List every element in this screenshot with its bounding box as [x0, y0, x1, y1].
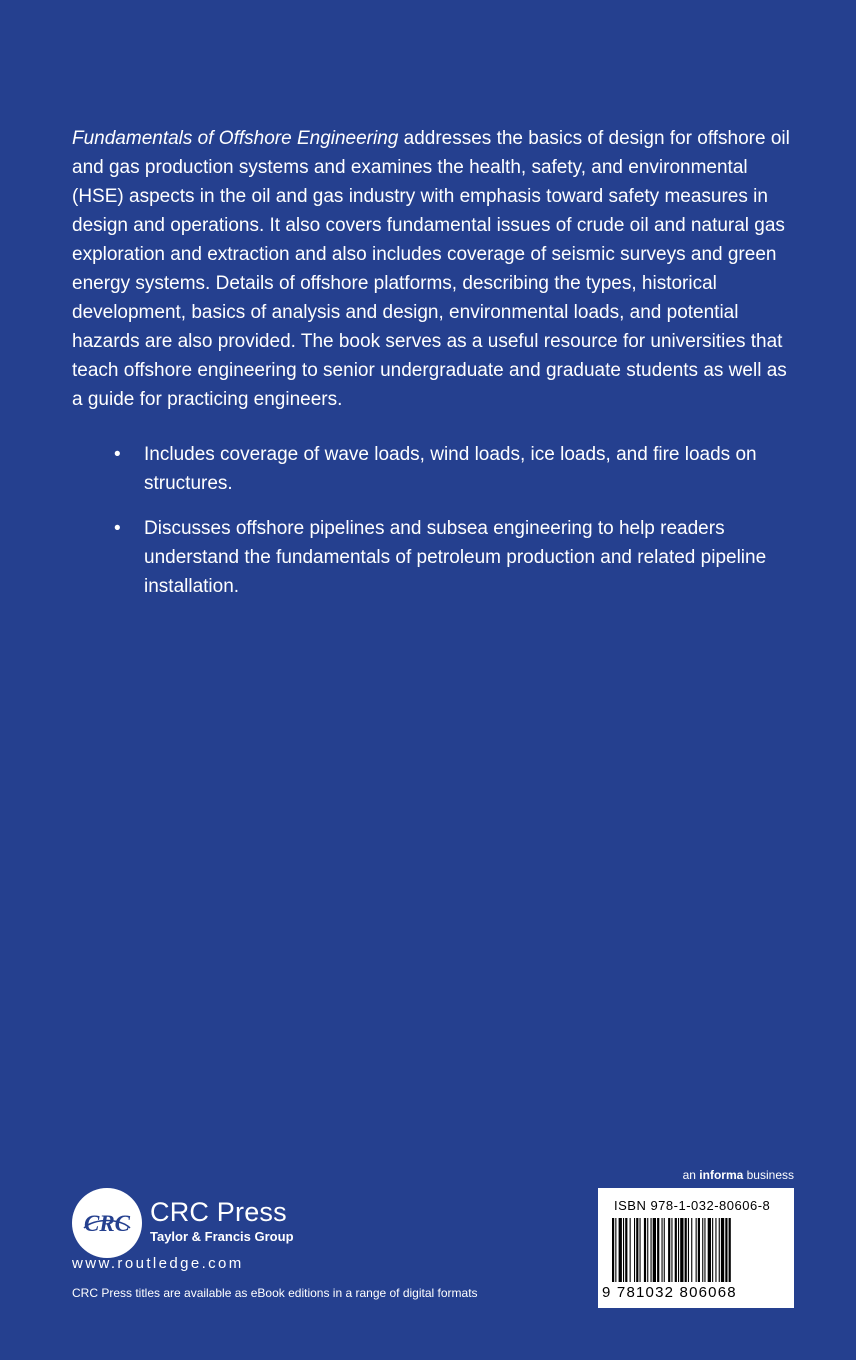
- barcode-bar: [634, 1218, 635, 1282]
- barcode-bar: [729, 1218, 731, 1282]
- barcode-bar: [651, 1218, 652, 1282]
- isbn-label: ISBN 978-1-032-80606-8: [614, 1198, 771, 1213]
- barcode-bar: [715, 1218, 716, 1282]
- feature-list: [110, 440, 790, 617]
- barcode-bar: [708, 1218, 711, 1282]
- ebook-availability-note: CRC Press titles are available as eBook editions in a range of digital formats: [72, 1286, 478, 1300]
- publisher-website: www.routledge.com: [72, 1255, 244, 1272]
- barcode-bar: [698, 1218, 700, 1282]
- informa-brand: informa: [699, 1168, 744, 1182]
- barcode-bar: [675, 1218, 677, 1282]
- publisher-name: CRC Press: [150, 1197, 287, 1227]
- barcode-bar: [647, 1218, 648, 1282]
- barcode-bar: [644, 1218, 646, 1282]
- crc-logo-text: CRC: [83, 1211, 131, 1236]
- crc-logo-icon: [72, 1188, 142, 1258]
- barcode-bar: [685, 1218, 687, 1282]
- barcode-bar: [725, 1218, 727, 1282]
- barcode-bar: [657, 1218, 659, 1282]
- barcode-bar: [671, 1218, 672, 1282]
- book-title-italic: Fundamentals of Offshore Engineering: [72, 128, 399, 149]
- barcode-bar: [680, 1218, 683, 1282]
- book-description: [72, 124, 792, 414]
- barcode-bar: [619, 1218, 622, 1282]
- publisher-group: Taylor & Francis Group: [150, 1229, 294, 1244]
- barcode-bar: [691, 1218, 692, 1282]
- barcode-bar: [664, 1218, 665, 1282]
- barcode-bar: [721, 1218, 724, 1282]
- feature-text: Discusses offshore pipelines and subsea engineering to help readers understand the fundamentals of petroleum production and related pipeline installation.: [144, 518, 767, 597]
- barcode-bar: [704, 1218, 705, 1282]
- barcode-bar: [640, 1218, 641, 1282]
- feature-text: Includes coverage of wave loads, wind loads, ice loads, and fire loads on structures.: [144, 444, 757, 494]
- isbn-barcode-box: [598, 1188, 794, 1308]
- feature-item: [110, 514, 790, 601]
- barcode-bar: [653, 1218, 656, 1282]
- bullet-icon: •: [114, 518, 121, 539]
- barcode-bar: [719, 1218, 720, 1282]
- barcode-bar: [696, 1218, 697, 1282]
- description-paragraph: [72, 124, 792, 414]
- barcode-bar: [623, 1218, 624, 1282]
- barcode-bar: [712, 1218, 713, 1282]
- barcode-bar: [615, 1218, 616, 1282]
- barcode-bar: [636, 1218, 638, 1282]
- barcode-bar: [688, 1218, 689, 1282]
- description-text: addresses the basics of design for offshore oil and gas production systems and examines the health, safety, and environmental (HSE) aspects in the oil and gas industry with emphasis toward safety measures in design and operations. It also covers fundamental issues of crude oil and natural gas exploration and extraction and also includes coverage of seismic surveys and green energy systems. Details of offshore platforms, describing the types, historical development, basics of analysis and design, environmental loads, and potential hazards are also provided. The book serves as a useful resource for universities that teach offshore engineering to senior undergraduate and graduate students as well as a guide for practicing engineers.: [72, 128, 790, 410]
- barcode-bar: [702, 1218, 703, 1282]
- informa-suffix: business: [743, 1168, 794, 1182]
- barcode-bar: [625, 1218, 627, 1282]
- barcode-bar: [630, 1218, 631, 1282]
- barcode-bar: [612, 1218, 614, 1282]
- barcode-bar: [662, 1218, 663, 1282]
- feature-item: [110, 440, 790, 498]
- bullet-icon: •: [114, 444, 121, 465]
- barcode-bar: [668, 1218, 670, 1282]
- barcode-bar: [678, 1218, 679, 1282]
- informa-tagline: [672, 1167, 794, 1183]
- barcode-digits: 9 781032 806068: [602, 1284, 737, 1301]
- informa-prefix: an: [682, 1168, 700, 1182]
- barcode-icon: [610, 1218, 782, 1282]
